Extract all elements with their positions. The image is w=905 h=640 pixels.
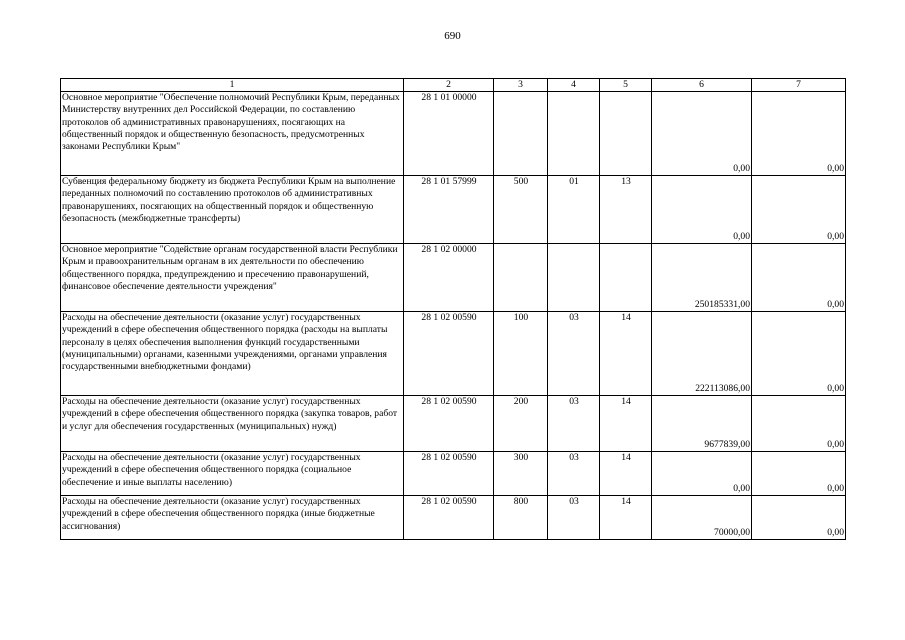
page-number: 690 <box>444 30 461 42</box>
row-amount-7: 0,00 <box>752 396 846 452</box>
header-row <box>61 79 846 92</box>
table-row <box>61 396 846 452</box>
budget-table <box>60 78 846 540</box>
row-vid-rashodov: 500 <box>494 176 548 244</box>
row-vid-rashodov: 200 <box>494 396 548 452</box>
column-header-2: 2 <box>404 79 494 92</box>
row-code: 28 1 02 00590 <box>404 496 494 540</box>
row-code: 28 1 01 00000 <box>404 92 494 176</box>
row-amount-7: 0,00 <box>752 244 846 312</box>
row-description: Расходы на обеспечение деятельности (оказание услуг) государственных учреждений в сфере обеспечения общественного порядка (расходы на выплаты персоналу в целях обеспечения выполнения функций государственными (муниципальными) органами, казенными учреждениями, органами управления государственными внебюджетными фондами) <box>61 312 404 396</box>
row-amount-7: 0,00 <box>752 452 846 496</box>
table-row <box>61 244 846 312</box>
row-code: 28 1 02 00590 <box>404 312 494 396</box>
row-amount-7: 0,00 <box>752 92 846 176</box>
column-header-6: 6 <box>652 79 752 92</box>
column-header-3: 3 <box>494 79 548 92</box>
row-amount-6: 70000,00 <box>652 496 752 540</box>
row-description: Субвенция федеральному бюджету из бюджета Республики Крым на выполнение переданных полномочий по составлению протоколов об административных правонарушениях, посягающих на общественный порядок и общественную безопасность (межбюджетные трансферты) <box>61 176 404 244</box>
row-razdel: 03 <box>548 496 600 540</box>
row-code: 28 1 02 00590 <box>404 452 494 496</box>
row-razdel: 03 <box>548 312 600 396</box>
row-vid-rashodov: 100 <box>494 312 548 396</box>
row-razdel: 01 <box>548 176 600 244</box>
column-header-5: 5 <box>600 79 652 92</box>
row-amount-7: 0,00 <box>752 496 846 540</box>
row-code: 28 1 02 00590 <box>404 396 494 452</box>
row-razdel <box>548 244 600 312</box>
row-amount-6: 9677839,00 <box>652 396 752 452</box>
row-description: Расходы на обеспечение деятельности (оказание услуг) государственных учреждений в сфере обеспечения общественного порядка (социальное обеспечение и иные выплаты населению) <box>61 452 404 496</box>
column-header-4: 4 <box>548 79 600 92</box>
table-row <box>61 452 846 496</box>
row-amount-6: 0,00 <box>652 452 752 496</box>
row-podrazdel <box>600 244 652 312</box>
row-description: Основное мероприятие "Содействие органам государственной власти Республики Крым и правоохранительным органам в их деятельности по обеспечению общественного порядка, предупреждению и пресечению правонарушений, финансовое обеспечение деятельности учреждения" <box>61 244 404 312</box>
row-vid-rashodov <box>494 244 548 312</box>
row-amount-6: 0,00 <box>652 176 752 244</box>
row-amount-7: 0,00 <box>752 176 846 244</box>
row-code: 28 1 01 57999 <box>404 176 494 244</box>
row-amount-6: 222113086,00 <box>652 312 752 396</box>
row-podrazdel: 13 <box>600 176 652 244</box>
row-description: Расходы на обеспечение деятельности (оказание услуг) государственных учреждений в сфере обеспечения общественного порядка (закупка товаров, работ и услуг для обеспечения государственных (муниципальных) нужд) <box>61 396 404 452</box>
row-razdel <box>548 92 600 176</box>
row-vid-rashodov: 300 <box>494 452 548 496</box>
row-podrazdel: 14 <box>600 452 652 496</box>
row-podrazdel: 14 <box>600 312 652 396</box>
table-row <box>61 92 846 176</box>
column-header-7: 7 <box>752 79 846 92</box>
row-code: 28 1 02 00000 <box>404 244 494 312</box>
table-row <box>61 496 846 540</box>
table-row <box>61 176 846 244</box>
column-header-1: 1 <box>61 79 404 92</box>
row-razdel: 03 <box>548 452 600 496</box>
row-amount-7: 0,00 <box>752 312 846 396</box>
row-razdel: 03 <box>548 396 600 452</box>
row-amount-6: 0,00 <box>652 92 752 176</box>
table-body <box>61 79 846 540</box>
row-podrazdel <box>600 92 652 176</box>
row-vid-rashodov: 800 <box>494 496 548 540</box>
row-podrazdel: 14 <box>600 496 652 540</box>
row-amount-6: 250185331,00 <box>652 244 752 312</box>
row-description: Основное мероприятие "Обеспечение полномочий Республики Крым, переданных Министерству внутренних дел Российской Федерации, по составлению протоколов об административных правонарушениях, посягающих на общественный порядок и общественную безопасность, предусмотренных законами Республики Крым" <box>61 92 404 176</box>
row-podrazdel: 14 <box>600 396 652 452</box>
row-vid-rashodov <box>494 92 548 176</box>
table-row <box>61 312 846 396</box>
row-description: Расходы на обеспечение деятельности (оказание услуг) государственных учреждений в сфере обеспечения общественного порядка (иные бюджетные ассигнования) <box>61 496 404 540</box>
